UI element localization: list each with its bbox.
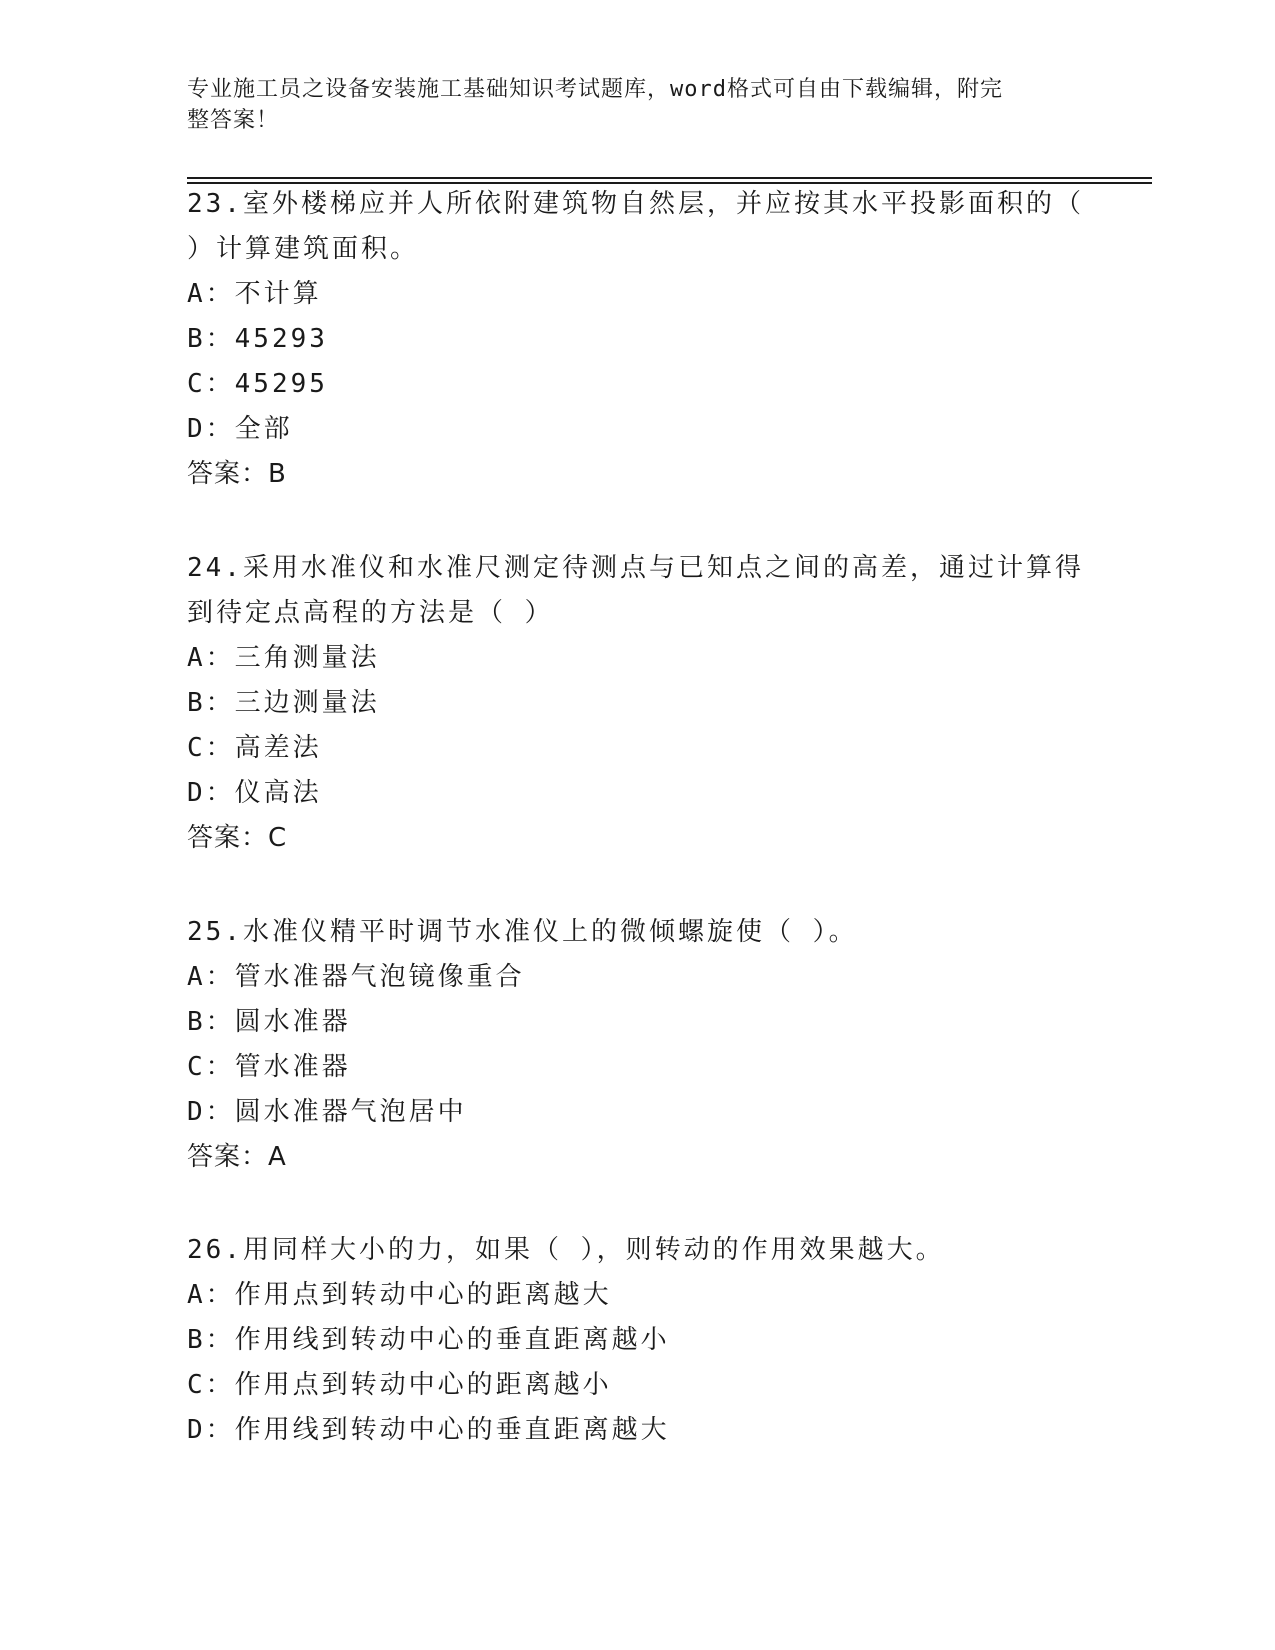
option-b: B：圆水准器 [187, 1007, 351, 1037]
answer-label: 答案：C [187, 823, 288, 853]
document-header [187, 74, 1067, 136]
option-c: C：作用点到转动中心的距离越小 [187, 1370, 612, 1400]
option-c: C：45295 [187, 369, 328, 399]
question-23 [187, 182, 1087, 497]
option-a: A：不计算 [187, 279, 322, 309]
option-d: D：作用线到转动中心的垂直距离越大 [187, 1415, 670, 1445]
option-a: A：三角测量法 [187, 643, 380, 673]
question-stem-line: 26.用同样大小的力，如果（ ），则转动的作用效果越大。 [187, 1235, 945, 1265]
option-a: A：管水准器气泡镜像重合 [187, 962, 525, 992]
question-26 [187, 1228, 1087, 1453]
question-25 [187, 910, 1087, 1180]
option-d: D：圆水准器气泡居中 [187, 1097, 467, 1127]
question-stem-line: 到待定点高程的方法是（ ） [187, 598, 554, 628]
option-d: D：仪高法 [187, 778, 322, 808]
option-b: B：45293 [187, 324, 328, 354]
header-line-2: 整答案！ [187, 108, 280, 133]
question-stem-line: ）计算建筑面积。 [187, 234, 420, 264]
question-24 [187, 546, 1087, 861]
answer-label: 答案：B [187, 459, 287, 489]
header-line-1: 专业施工员之设备安装施工基础知识考试题库，word格式可自由下载编辑，附完 [187, 77, 1003, 102]
option-c: C：管水准器 [187, 1052, 351, 1082]
header-divider-top [187, 177, 1152, 179]
question-stem-line: 24.采用水准仪和水准尺测定待测点与已知点之间的高差，通过计算得 [187, 553, 1084, 583]
option-a: A：作用点到转动中心的距离越大 [187, 1280, 612, 1310]
question-stem-line: 23.室外楼梯应并人所依附建筑物自然层，并应按其水平投影面积的（ [187, 189, 1084, 219]
answer-label: 答案：A [187, 1142, 287, 1172]
option-b: B：三边测量法 [187, 688, 380, 718]
option-c: C：高差法 [187, 733, 322, 763]
question-stem-line: 25.水准仪精平时调节水准仪上的微倾螺旋使（ ）。 [187, 917, 858, 947]
option-b: B：作用线到转动中心的垂直距离越小 [187, 1325, 670, 1355]
option-d: D：全部 [187, 414, 293, 444]
